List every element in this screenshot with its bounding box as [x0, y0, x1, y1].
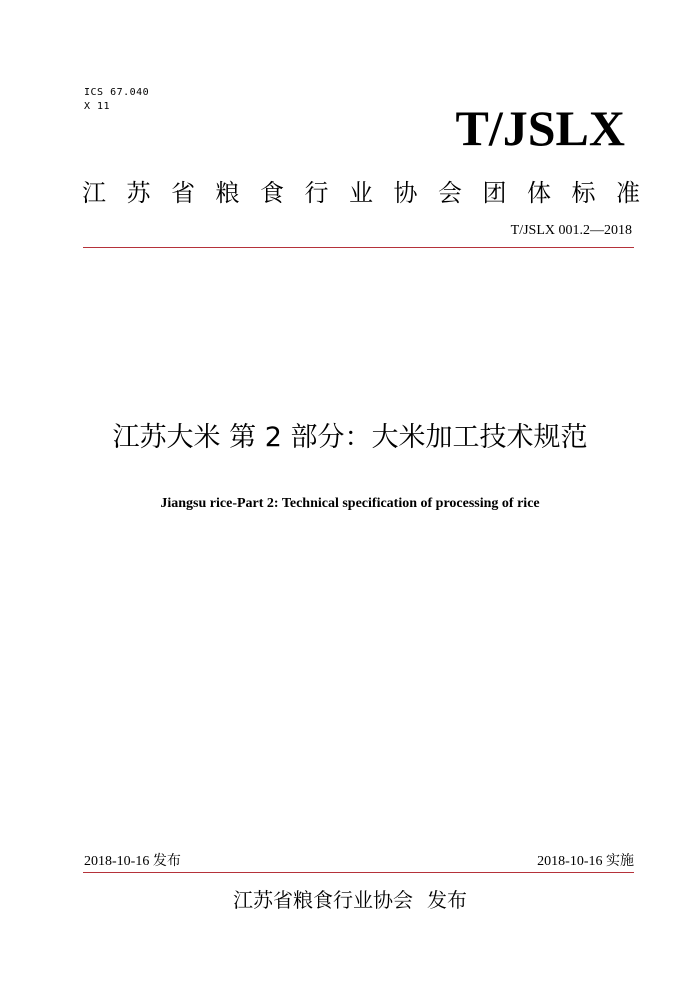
ccs-code: X 11	[84, 101, 111, 112]
publisher-line	[0, 887, 700, 913]
top-divider	[83, 247, 634, 248]
title-english: Jiangsu rice-Part 2: Technical specification of processing of rice	[160, 496, 540, 511]
bottom-divider	[83, 872, 634, 873]
ics-code: ICS 67.040	[84, 87, 150, 98]
standard-number: T/JSLX 001.2—2018	[510, 223, 632, 238]
publisher-org: 江苏省粮食行业协会	[233, 888, 413, 912]
title-chinese: 江苏大米 第 2 部分：大米加工技术规范	[112, 422, 588, 453]
classification-block	[84, 86, 149, 114]
issue-date: 2018-10-16 发布	[84, 854, 181, 869]
publisher-action: 发布	[427, 888, 467, 912]
organization-standard-heading: 江苏省粮食行业协会团体标准	[82, 179, 661, 207]
standard-code-logo: T/JSLX	[455, 100, 625, 156]
implementation-date: 2018-10-16 实施	[537, 854, 634, 869]
